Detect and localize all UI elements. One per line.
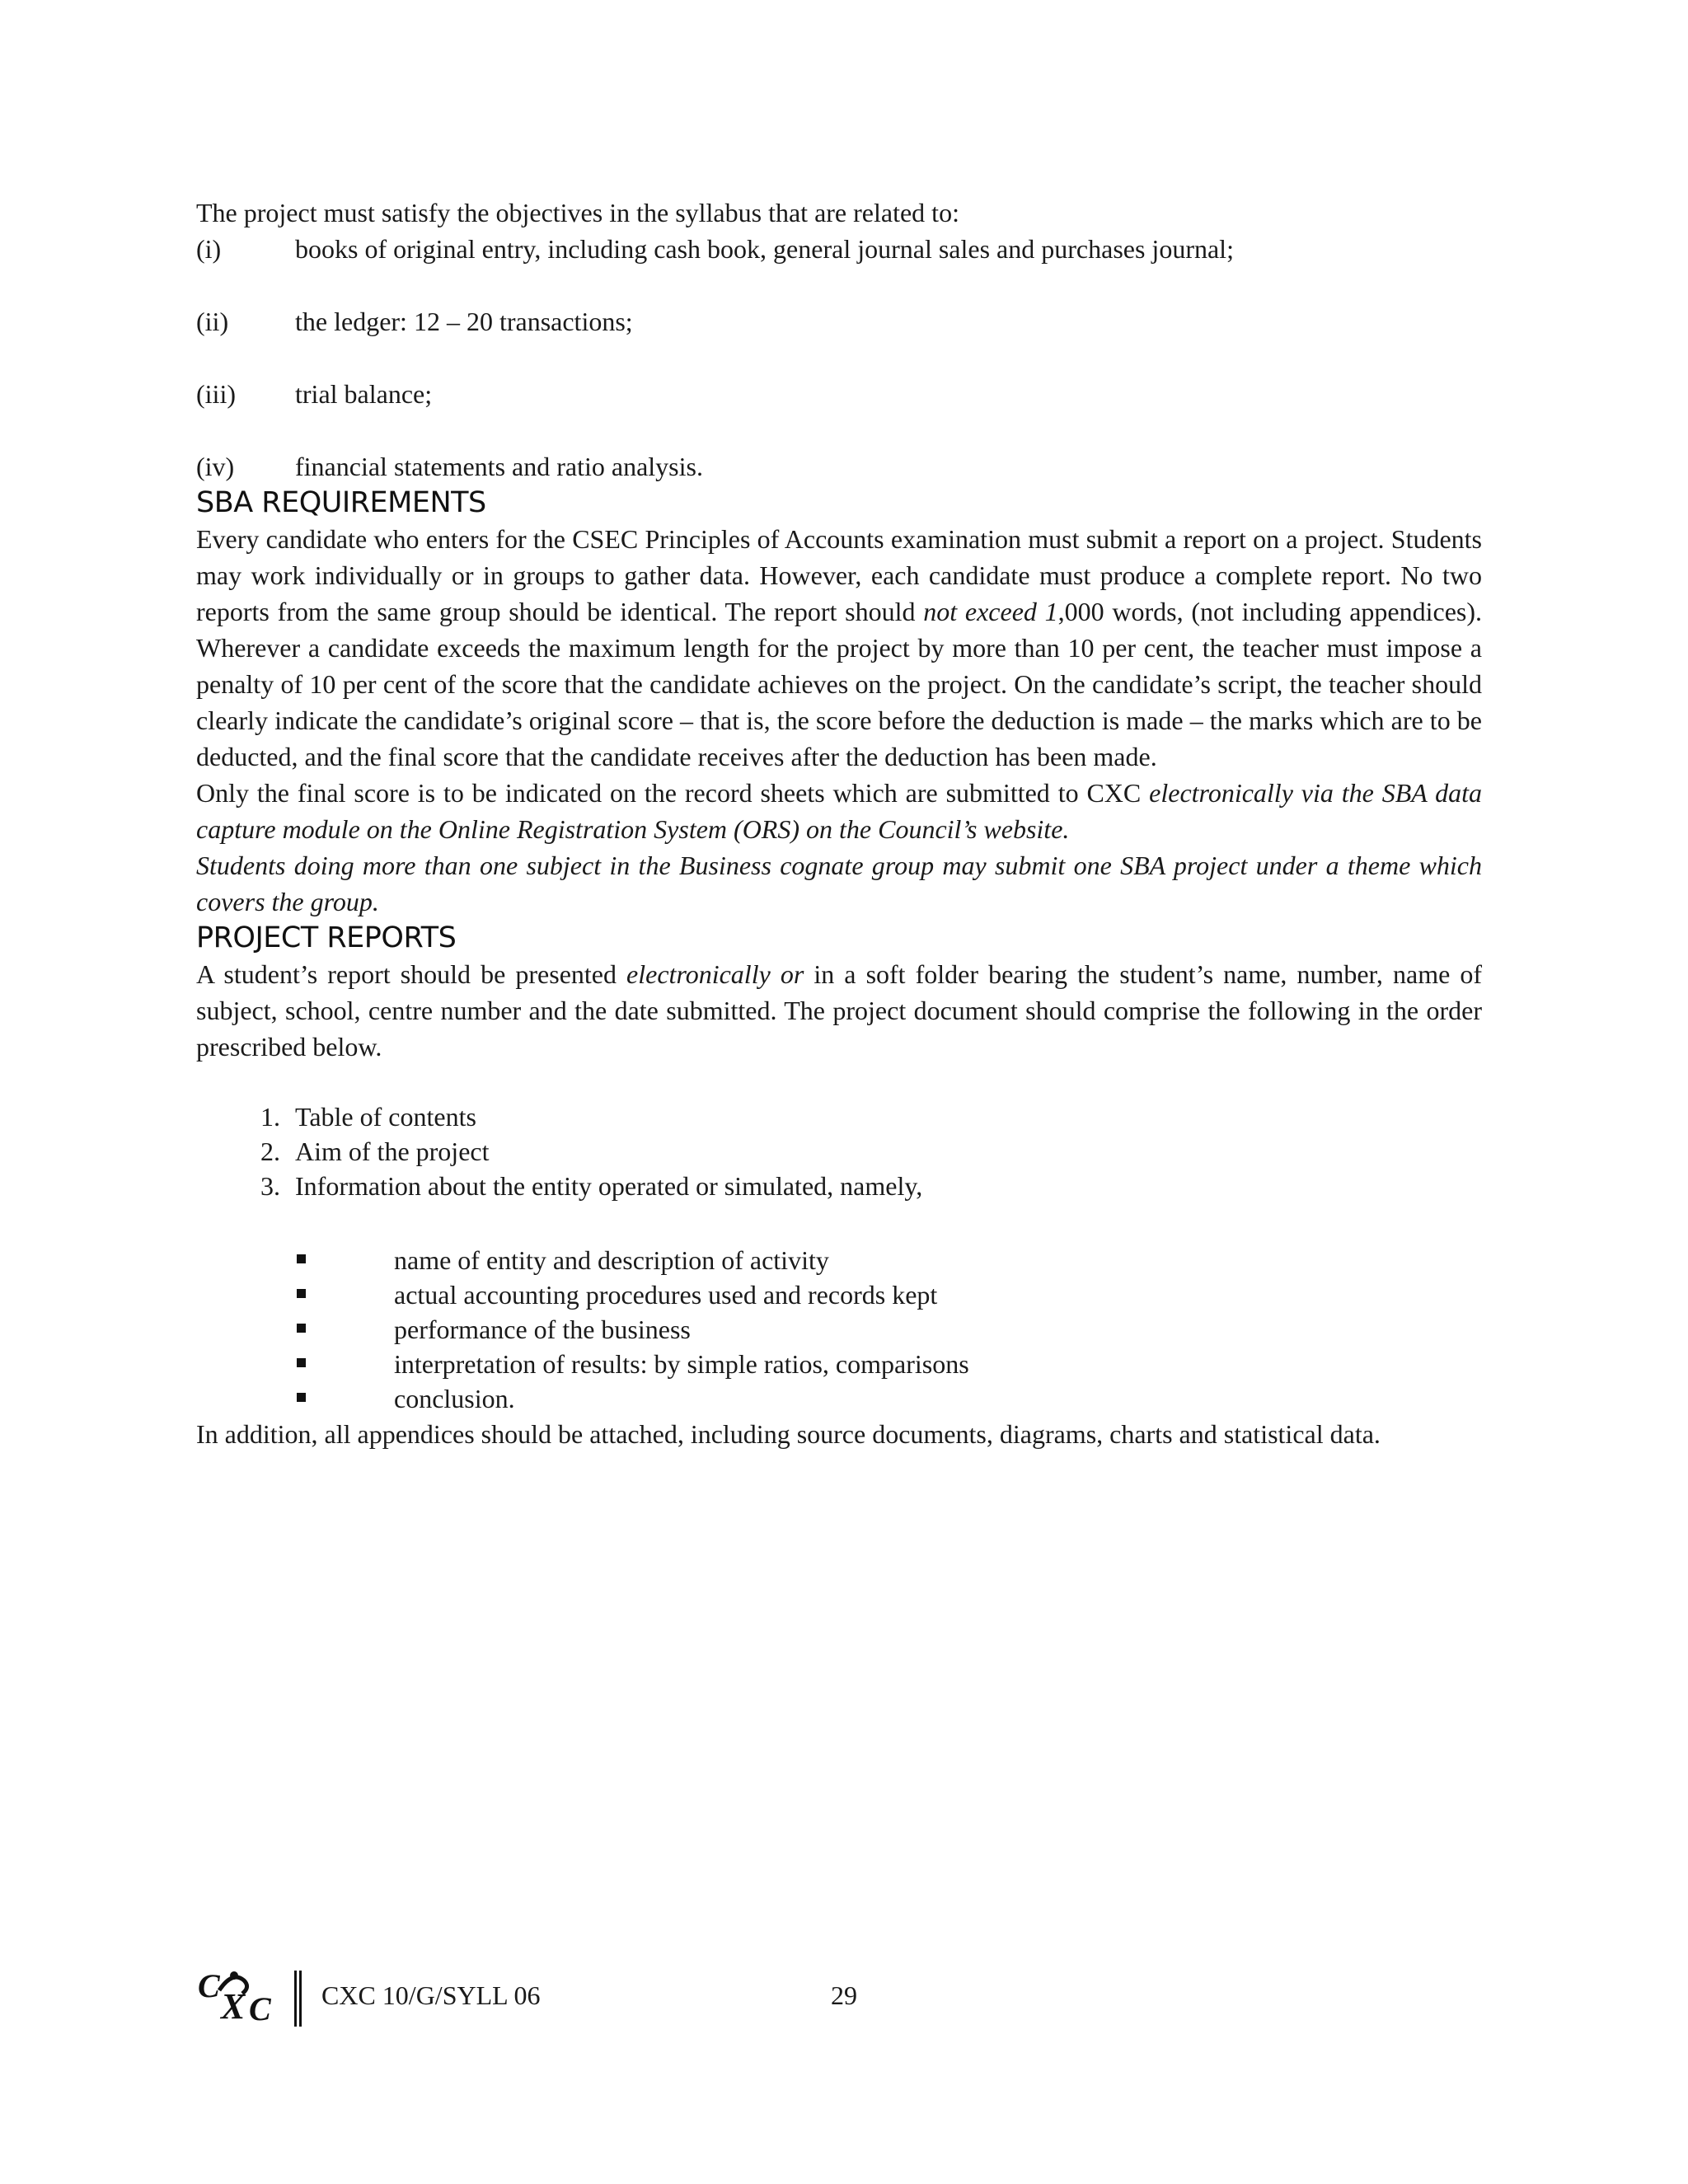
intro-text: The project must satisfy the objectives in the syllabus that are related to: [196,198,959,227]
svg-text:C: C [198,1967,220,2004]
objective-item [196,303,1482,340]
bullet-square-icon [196,1347,394,1381]
bullet-list [196,1243,1482,1416]
list-item [196,1099,1482,1134]
objective-number: (ii) [196,307,229,336]
objective-text: financial statements and ratio analysis. [295,452,703,481]
objective-text: the ledger: 12 – 20 transactions; [295,307,633,336]
list-number: 2. [260,1137,280,1166]
bullet-square-icon [196,1243,394,1277]
objective-number: (iii) [196,379,236,409]
project-reports-heading: PROJECT REPORTS [196,921,457,954]
footer-divider [293,1971,303,2027]
list-text: Aim of the project [295,1137,490,1166]
list-item [196,1277,1482,1312]
objectives-list [196,231,1482,485]
sba-p2-italic: electronically via the SBA data capture module on the Online Registration System (ORS) on the Council’s website. [196,778,1483,844]
syllabus-code: CXC 10/G/SYLL 06 [321,1980,541,2010]
objective-number: (i) [196,234,222,264]
objective-item [196,376,1482,412]
page-number: 29 [831,1980,857,2010]
list-number: 1. [260,1102,280,1132]
list-item [196,1347,1482,1381]
list-item [196,1381,1482,1416]
bullet-text: actual accounting procedures used and records kept [394,1280,938,1310]
list-item [196,1243,1482,1277]
sba-p1-text: Every candidate who enters for the CSEC Principles of Accounts examination must submit a report on a project. Students may work individually or in groups to gather data. However, each candidate must produce a complete report. No two reports from the same group should be identical. The report should [196,524,1482,626]
svg-text:C: C [249,1990,271,2025]
bullet-square-icon [196,1312,394,1347]
sba-p1-italic: not exceed 1 [923,597,1058,626]
bullet-square-icon [196,1381,394,1416]
sba-paragraph-3: Students doing more than one subject in the Business cognate group may submit one SBA project under a theme which covers the group. [196,851,1482,916]
sba-requirements-heading: SBA REQUIREMENTS [196,486,486,519]
sba-p2-text: Only the final score is to be indicated on the record sheets which are submitted to CXC [196,778,1150,808]
list-number: 3. [260,1171,280,1201]
list-item [196,1312,1482,1347]
list-text: Information about the entity operated or simulated, namely, [295,1171,923,1201]
reports-p1-italic: electronically or [626,959,804,989]
objective-text: trial balance; [295,379,433,409]
objective-item [196,231,1482,267]
bullet-square-icon [196,1277,394,1312]
bullet-text: name of entity and description of activity [394,1245,829,1275]
reports-paragraph-1 [196,956,1482,1065]
list-text: Table of contents [295,1102,476,1132]
list-item [196,1134,1482,1169]
objective-item [196,448,1482,485]
page-footer [196,1966,938,2032]
objective-text: books of original entry, including cash book, general journal sales and purchases journal; [295,234,1234,264]
numbered-list [196,1099,1482,1203]
sba-paragraph-1 [196,521,1482,775]
bullet-text: performance of the business [394,1315,691,1344]
svg-text:X: X [221,1986,246,2025]
bullet-text: interpretation of results: by simple ratios, comparisons [394,1349,969,1379]
closing-paragraph: In addition, all appendices should be attached, including source documents, diagrams, charts and statistical data. [196,1419,1381,1449]
reports-p1-text: A student’s report should be presented [196,959,627,989]
sba-p1-text-cont: ,000 words, (not including appendices). Wherever a candidate exceeds the maximum length for the project by more than 10 per cent, the teacher must impose a penalty of 10 per cent of the score that the candidate achieves on the project. On the candidate’s script, the teacher should clearly indicate the candidate’s original score – that is, the score before the deduction is made – the marks which are to be deducted, and the final score that the candidate receives after the deduction has been made. [196,597,1483,771]
objective-number: (iv) [196,452,235,481]
sba-paragraph-2 [196,775,1482,847]
bullet-text: conclusion. [394,1384,515,1413]
list-item [196,1169,1482,1203]
page-content [196,194,1482,1452]
reports-p1-text-cont: in a soft folder bearing the student’s name, number, name of subject, school, centre number and the date submitted. The project document should comprise the following in the order prescribed below. [196,959,1483,1062]
cxc-logo-icon [196,1966,279,2025]
